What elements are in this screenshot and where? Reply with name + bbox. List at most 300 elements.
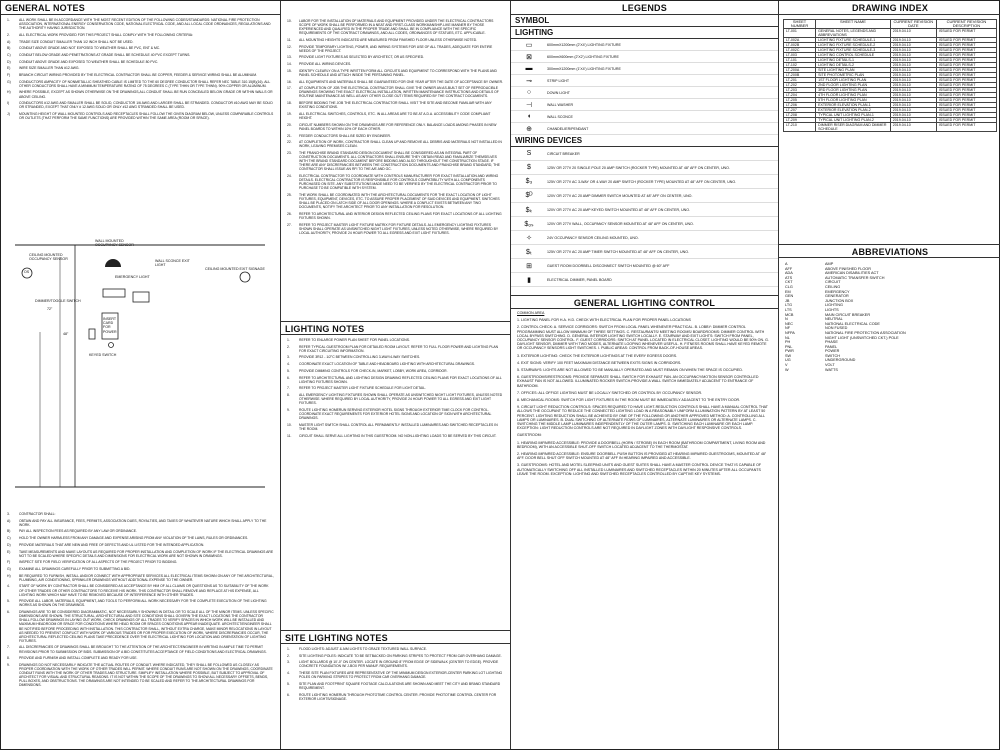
note-item [287,660,504,668]
index-cell: LT-204 [784,93,816,98]
note-number: 23. [287,150,292,155]
note-item [287,123,504,131]
note-text: ALL EQUIPMENTS AND MATERIALS SHALL BE GUARANTEED FOR ONE YEAR AFTER THE DATE OF ACCEPTANCE BY OWNER. [299,79,503,84]
note-item [287,434,504,438]
legend-symbol-icon: ⊕ [526,125,532,133]
index-cell: LIGHTING FIXTURE SCHEDULE-2 [816,43,891,48]
legend-text: ELECTRICAL DIMMER, PANEL BOARD [547,277,612,282]
note-item [7,610,274,643]
index-cell: ISSUED FOR PERMIT [936,63,996,68]
index-cell: ISSUED FOR PERMIT [936,118,996,123]
note-text: ALL DISCREPANCIES OF DRAWINGS SHALL BE BROUGHT TO THE ATTENTION OF THE ARCHITECT/ENGINEER IN WRITING IN AMPLE TIME TO PERMIT REVISIONS PRIOR TO SUBMISSION OF BIDS. SUBMISSION OF A BID CONSTITUTES ACCEPTANCE OF FIELD CONDITIONS AND ELECTRICAL DRAWINGS. [19,645,267,654]
abbreviation-meaning: VOLT [825,363,835,368]
glc-paragraph: GUESTROOM: [517,433,542,438]
note-number: 8. [287,393,290,397]
note-number: 11. [287,37,292,42]
emergency-light-label: EMERGENCY LIGHT [115,275,150,279]
note-text: CONTRACTOR SHALL: [19,512,56,516]
legend-text: 24V OCCUPANCY SENSOR CEILING MOUNTED, UNO. [547,235,639,240]
insert-card-label: INSERT CARD FOR POWER [103,317,117,334]
note-number: 10. [287,19,292,23]
note-item [7,574,274,582]
note-item [7,90,274,98]
abbreviation-key: A [785,262,788,266]
note-item [7,529,274,533]
note-number: 5. [7,599,10,604]
site-lighting-notes-list [281,644,510,707]
abbreviation-key: CLG [785,284,793,289]
index-cell: ISSUED FOR PERMIT [936,108,996,113]
note-number: E) [7,549,11,554]
note-item [7,550,274,558]
legend-symbol-icon: ▭ [525,41,533,49]
abbreviation-meaning: WATTS [825,367,838,372]
wall-sensor-label: WALL MOUNTED OCCUPANCY SENSOR [95,239,134,248]
legend-symbol-icon: ⊞ [526,262,532,270]
index-cell: SITE LIGHTING PLAN [816,68,891,73]
index-cell: 2019.04.10 [890,63,936,68]
note-number: B) [7,46,11,51]
note-item [287,80,504,84]
legend-text: 125V OR 277V 20 SINGLE POLE 20 AMP SWITCH (ROCKER TYPE) MOUNTED AT 48" AFF ON CENTER, UNO. [547,165,730,170]
general-notes-column [1,1,281,749]
general-notes-list-2 [1,509,280,749]
note-item [287,86,504,98]
note-number: G) [7,567,11,571]
note-item [287,45,504,53]
note-item [7,536,274,540]
abbreviation-key: NFPA [785,330,795,335]
note-item [7,512,274,516]
index-cell: ISSUED FOR PERMIT [936,43,996,48]
abbreviation-meaning: NATIONAL FIRE PROTECTION ASSOCIATION [825,330,906,335]
abbreviation-meaning: CEILING [825,284,841,289]
note-number: 6. [287,692,290,697]
abbreviation-meaning: EMERGENCY [825,289,850,294]
note-number: 9. [7,662,10,667]
index-cell: LT-002A [784,38,816,43]
note-text: REFER TO PROJECT MASTER LIGHT FIXTURE SCHEDULE FOR LIGHT DETAIL. [299,386,426,391]
note-number: 6. [7,610,10,615]
index-cell: 2019.04.10 [890,68,936,73]
note-item [287,140,504,148]
abbreviation-meaning: AUTOMATIC TRANSFER SWITCH [825,275,885,280]
note-item [7,80,274,88]
note-number: B) [7,529,11,534]
legend-symbol-icon: $ [527,164,531,171]
legend-text: GUEST ROOM DOORBELL DISCONNECT SWITCH MOUNTED @ 60" AFF [547,263,670,268]
glc-body [511,309,778,481]
note-item [287,408,504,420]
abbreviation-meaning: SWITCH [825,353,840,358]
symbol-header: SYMBOL [511,15,778,27]
note-text: DRAWINGS DO NOT NECESSARILY INDICATE THE ACTUAL ROUTES OF CONDUIT. WHERE INDICATED, THEY SHALL BE FOLLOWED AS CLOSELY AS PROPER COORDINATION WITH THE WORK OF OTHER TRADES WILL PERMIT. WHERE CONDUIT RUNS ARE NOT SHOWN ON THE DRAWINGS, COORDINATE CONDUIT RUNS WITH THE WORK OF OTHER TRADES AND STRUCTURE. SIMPLIFY INSTALLATION WHERE POSSIBLE, BUT SUBJECT TO APPROVAL OF ARCHITECT FOR VISUAL AND STRUCTURAL REASONS. IT IS NOT WITHIN THE SCOPE OF THE DRAWINGS TO SHOW ALL NECESSARY OFFSETS, BENDS, PULL BOXES, AND OBSTRUCTIONS. THE DRAWINGS ARE NOT INTENDED TO BE SCALED AND REFER TO THE ARCHITECTURAL DRAWINGS FOR DIMENSIONS. [19,662,273,688]
index-cell: 2019.04.10 [890,38,936,43]
index-cell: 1ST FLOOR LIGHTING PLAN [816,78,891,83]
note-text: SITE PLAN AND FOOTPRINT SQUARE FOOTAGE CALCULATIONS ARE SHOWN AND MEET THE CITY AND BRAND STANDARD REQUIREMENT. [299,681,501,691]
glc-paragraph: 9. CIRCUIT LIGHT REDUCTION CONTROLS: SPACES REQUIRED TO HAVE LIGHT-REDUCTION CONTROLS SHALL HAVE A MANUAL CONTROL THAT ALLOWS THE OCCUPANT TO REDUCE THE CONNECTED LIGHTING LOAD IN A REASONABLY UNIFORM ILLUMINATION PATTERN BY AT LEAST 50 PERCENT. LIGHTING REDUCTION SHALL BE ACHIEVED BY ONE OF THE FOLLOWING OR ANOTHER APPROVED METHOD: A. CONTROLLING ALL LAMPS OR LUMINAIRES. B. DUAL SWITCHING OF ALTERNATE ROWS OF LUMINAIRES, ALTERNATE LUMINAIRES OR ALTERNATE LAMPS. C. SWITCHING THE MIDDLE LAMP LUMINAIRES INDEPENDENTLY OF THE OUTER LAMPS. D. SWITCHING EACH LUMINAIRE OR EACH LAMP. EXCEPTION: LIGHT REDUCTION CONTROLS ARE NOT REQUIRED IN DAYLIGHT ZONES WITH DAYLIGHT RESPONSIVE CONTROLS. [517,405,768,431]
index-cell: 2019.04.10 [890,113,936,118]
index-cell: LT-102 [784,63,816,68]
note-text: SITE LIGHTING POLES: INDICATE TO BE SETBACKED ON PARKING STRIPES TO PROTECT FROM CAR OVERHANG DAMAGE. [299,653,502,658]
note-text: ALL ELECTRICAL WORK PROVIDED FOR THIS PROJECT SHALL COMPLY WITH THE FOLLOWING CRITERIA: [19,32,193,37]
legend-symbol-icon: $ₖ [525,206,533,214]
glc-paragraph: 2. CONTROL CHECK: A. SERVICE CORRIDORS: SWITCH FROM LOCAL PANEL WHENEVER PRACTICAL. B. LOBBY: DIMMER CONTROL PROGRAMMING MUST ALLOW MINIMUM OF THREE SETTINGS. C. RESTAURANTS/ MEETING ROOMS/ BOARDROOMS: DIMMER CONTROL WITH LOCAL BYPASS SWITCHING. D. GENERAL INTERIOR LIGHTING SWITCH LOCALLY. E. STAIRWAY AND EXIT LIGHTS: SWITCH FROM PANEL, OCCUPANCY SENSOR CONTROL. F. GUEST CORRIDORS: SWITCH AT PANEL LOCATED IN ELECTRICAL CLOSET. LIGHTING WOULD BE 50% ON. G. DAYLIGHT SENSOR, DIMMER WITH TWO MODES, ALTERNATE LOOPING WHENEVER USEFUL. H. FITNESS ROOMS SHALL HAVE KEYED REMOTE OR OCCUPANCY SENSORS LIGHT SWITCHES. I. PUBLIC AREAS: CONTROL FROM BACK-OF-HOUSE AREAS. [517,325,769,351]
legend-text: 600mmX1200mm (2'X4') LIGHTING FIXTURE [547,42,621,47]
note-text: FLOOD LIGHTS: ADJUST & AIM LIGHTS TO GRAZE TEXTURED WALL SURFACE. [299,647,427,651]
note-text: ALL MOUNTING HEIGHTS INDICATED ARE MEASURED FROM FINISHED FLOOR UNLESS OTHERWISE NOTED. [299,37,478,42]
note-text: COORDINATE EXACT LOCATION OF TABLE AND HEADBOARD LIGHTING WITH ARCHITECTURAL DRAWINGS. [299,362,475,367]
note-item [7,101,274,109]
abbreviation-key: CKT [785,280,793,285]
note-number: 5. [287,681,290,686]
note-text: BEFORE BIDDING THE JOB THE ELECTRICAL CONTRACTOR SHALL VISIT THE SITE AND BECOME FAMILIAR WITH ANY EXISTING CONDITIONS. [299,101,492,110]
note-text: ALL WORK SHALL BE IN ACCORDANCE WITH THE MOST RECENT EDITION OF THE FOLLOWING CODES/STANDARDS: NATIONAL FIRE PROTECTION ASSOCIATION, INTERNATIONAL ENERGY CONSERVATION CODE, NATIONAL ELECTRICAL CODE, AND ALL LOCAL CODE ORDINANCES, REGULATIONS AND THE AUTHORITY HAVING JURISDICTION. [19,18,271,31]
index-cell: LT-002B [784,43,816,48]
abbreviation-meaning: AMERICAN DISABILITIES ACT [825,271,879,276]
note-text: THE FRANCHISE BRAND STANDARD DESIGN DOCUMENT SHALL BE CONSIDERED AS AN INTEGRAL PART OF CONSTRUCTION DOCUMENTS. ALL CONTRACTORS SHALL ENSURE THEY OBTAIN READ AND FAMILIARIZE THEMSELVES WITH THE BRAND STANDARD DOCUMENT BEFORE BIDDING AND ALSO THROUGHOUT THE CONSTRUCTION STAGE. IF THERE ARE ANY DISCREPANCIES BETWEEN THE CONSTRUCTION DOCUMENTS AND FRANCHISE BRAND STANDARD, THE CONTRACTOR SHALL ISSUE AN RFI TO THE A/E AND GC. [299,150,500,172]
note-text: REFER TO PROJECT MASTER LIGHT FIXTURE MATRIX FOR FIXTURE DETAILS. ALL EMERGENCY LIGHTING FIXTURES SHOWN SHALL OPERATE AS UNSWITCHED NIGHT LIGHT FIXTURES, UNLESS NOTED OTHERWISE, WHERE REQUIRED BY LOCAL AUTHORITY, PROVIDE 24 HOUR POWER TO ALL EGRESS AND EXIT LIGHT FIXTURES. [299,222,499,235]
glc-paragraph: 6. GUESTROOMS/RESTROOMS: PROVIDE SEPARATE SHALL SWITCH FOR EXHAUST FAN. AN OCCUPANCY/MOTION SENSOR CONTROLLED EXHAUST FAN IS NOT ALLOWED. ILLUMINATED ROCKER SWITCH-PROVIDE A WALL SWITCH IMMEDIATELY ADJACENT TO ENTRANCE OF BATHROOM. [517,375,759,388]
legend-symbol-icon: ▬ [525,65,533,72]
abbreviation-key: NL [785,335,790,340]
note-item [7,60,274,64]
abbreviation-key: LTS [785,307,792,312]
note-item [7,656,274,660]
note-item [287,19,504,35]
index-cell: ISSUED FOR PERMIT [936,83,996,88]
index-cell: LIGHTING FIXTURE SCHEDULE-1 [816,38,891,43]
legend-text: 125V OR 277V AC 3-WAY OR 4-WAY 20 AMP SWITCH (ROCKER TYPE) MOUNTED AT 48" AFF ON CENTER, UNO. [547,179,737,184]
note-item [7,645,274,653]
glc-paragraph: 5. STAIRWAYS: LIGHTS ARE NOT ALLOWED TO BE MANUALLY OPERATED AND MUST REMAIN ON WHEN THE SPACE IS OCCUPIED. [517,368,743,373]
note-text: START OF WORK BY CONTRACTOR SHALL BE CONSIDERED AS ACCEPTANCE BY HIM OF ALL CLAIMS OR QUESTIONS AS TO SUITABILITY OF THE WORK OF OTHER TRADES OR OTHER CONTRACTORS TO RECEIVE HIS WORK. THIS CONTRACTOR SHALL REMOVE AND REPLACE AT HIS EXPENSE, ALL LIGHTING WORK WHICH MAY HAVE TO BE REMOVED BECAUSE OF INTERFERENCE WITH OTHER TRADES. [19,584,269,597]
drawing-index-header-row [784,20,997,29]
note-number: 5. [287,368,290,373]
abbreviation-key: AFF [785,266,793,271]
note-item [287,345,504,353]
note-item [7,33,274,37]
note-text: THE WORK SHALL BE COORDINATED WITH THE ARCHITECTURAL DOCUMENTS FOR THE EXACT LOCATION OF LIGHT FIXTURES, EQUIPMENT, DEVICES, ETC. TO ASSURE PROPER PLACEMENT OF SAID DEVICES AND EQUIPMENT. SWITCHES SHALL BE PLACED ON LATCH SIDE OF ALL DOOR OPENINGS. WHERE A CONFLICT EXISTS BETWEEN ANY TWO DOCUMENTS, NOTIFY THE ARCHITECT PRIOR TO ANY INSTALLATION FOR RESOLUTION. [299,193,500,210]
note-item [7,66,274,70]
ceiling-sensor-label: CEILING MOUNTED OCCUPANCY SENSOR [29,253,68,262]
note-text: HOLD THE OWNER HARMLESS FROM ANY DAMAGE AND EXPENSE ARISING FROM ANY VIOLATION OF THE LAWS, RULES OR ORDINANCES. [19,536,249,541]
glc-title: GENERAL LIGHTING CONTROL [511,295,778,309]
index-cell: DIMMER RISER DIAGRAM AND DIMMER SCHEDULE [816,123,891,132]
index-cell: LT-003 [784,53,816,58]
index-cell: LIGHTING FIXTURE SCHEDULE-3 [816,48,891,53]
abbreviation-meaning: PANEL [825,344,838,349]
abbreviation-meaning: NEUTRAL [825,317,843,322]
note-number: 11. [287,433,292,438]
note-number: I) [7,101,10,106]
abbreviation-meaning: GENERATOR [825,294,849,299]
index-cell: 2019.04.10 [890,93,936,98]
abbreviation-row [779,368,1000,373]
legend-symbol-icon: $ₜ [526,248,532,256]
note-number: 2. [287,344,290,349]
index-cell: LT-208 [784,113,816,118]
index-cell: ISSUED FOR PERMIT [936,58,996,63]
index-cell: ISSUED FOR PERMIT [936,88,996,93]
note-text: PROVIDE AND FURNISH AND INSTALL COMPLETE AND READY FOR USE. [19,656,138,661]
note-number: 27. [287,222,292,227]
abbreviation-meaning: AMP [825,262,834,266]
note-text: PROVIDE 3R12 - 1/2"C BETWEEN CONTROLLING 3-WAY/4-WAY SWITCHES. [299,355,421,360]
note-item [7,112,274,120]
note-text: CONDUIT ABOVE GRADE AND EXPOSED TO WEATHER SHALL BE SCHEDULE 80 PVC. [19,59,159,64]
index-cell: LT-205 [784,98,816,103]
abbreviation-meaning: ABOVE FINISHED FLOOR [825,266,871,271]
index-cell: 2019.04.10 [890,98,936,103]
note-text: BE REQUIRED TO FURNISH, INSTALL AND/OR CONNECT WITH APPROPRIATE SERVICES ALL ELECTRICAL ITEMS SHOWN ON ANY OF THE ARCHITECTURAL, PLUMBING, AIR CONDITIONING, SPRINKLER DRAWINGS WITHOUT ADDITIONAL EXPENSE TO THE OWNER. [19,573,274,582]
drawing-index-table [783,19,997,132]
index-cell: 2019.04.10 [890,58,936,63]
note-number: 3. [287,355,290,360]
note-item [7,543,274,547]
note-number: 19. [287,111,292,116]
note-number: 1. [287,647,290,651]
note-number: 4. [287,362,290,367]
note-item [287,393,504,405]
note-item [287,338,504,342]
note-text: CONDUCTORS AMPACITY OF NONMETALLIC SHEATHED CABLE IS LIMITED TO THE 60 DEGREE CONDUCTOR SHALL REFER NEC TABLE 310.15(B)(16). ALL OTHER CONDUCTORS SHALL HAVE A MINIMUM TEMPERATURE RATING OF 75 DEGREES C (TYPE THHN OR TYPE THWN). 90% COPPER OR ALUMINUM. [19,79,271,88]
index-cell: 2019.04.10 [890,48,936,53]
legend-symbol-icon: $ₒₛ [524,220,534,228]
note-item [7,599,274,607]
note-number: 3. [287,660,290,665]
index-cell: ISSUED FOR PERMIT [936,98,996,103]
index-header-cell: SHEET NUMBER [784,20,816,29]
index-cell: 2019.04.10 [890,88,936,93]
note-number: D) [7,542,11,547]
index-cell: LT-101 [784,58,816,63]
abbreviation-key: LTG [785,303,793,308]
legends-column [511,1,779,749]
note-item [287,193,504,209]
note-number: F) [7,560,11,565]
index-cell: 2019.04.10 [890,103,936,108]
legend-row [511,175,778,189]
legend-row [511,189,778,203]
note-item [287,174,504,190]
note-text: TRADE SIZE CONDUIT SMALLER THAN 1/2 INCH SHALL NOT BE USED. [19,39,134,44]
note-number: 2. [287,653,290,658]
abbreviation-meaning: NIGHT LIGHT (UNSWITCHED CKT.) POLE [825,335,899,340]
index-cell: ISSUED FOR PERMIT [936,48,996,53]
abbreviation-meaning: NATIONAL ELECTRICAL CODE [825,321,880,326]
note-text: AT COMPLETION OF JOB THE ELECTRICAL CONTRACTOR SHALL GIVE THE OWNER AN AS-BUILT SET OF REPRODUCIBLE DRAWINGS SHOWING THE EXACT ELECTRICAL INSTALLATION, WRITTEN MAINTENANCE INSTRUCTIONS AND DETAILS OF ROUTINE MAINTENANCE AS WELL AS ANY OTHER CLOSE OUT ITEMS REQUIRED BY THE CONTRACT DOCUMENTS. [299,86,499,99]
note-item [7,40,274,44]
index-cell: LIGHTING CONTROL SCHEDULE [816,53,891,58]
legend-text: 120V OR 277V AC 20 AMP DIMMER SWITCH MOUNTED AT 48" AFF ON CENTER, UNO. [547,193,693,198]
abbreviation-meaning: POWER [825,349,840,354]
legend-text: STRIP LIGHT [547,78,570,83]
abbreviation-key: PNL [785,344,793,349]
abbreviation-key: UG [785,358,791,363]
index-cell: 2019.04.10 [890,53,936,58]
index-cell: 2019.04.10 [890,118,936,123]
note-item [7,73,274,77]
note-text: REFER TYPICAL GUESTROOM PLAN FOR DETAILED ROOM LAYOUT. REFER TO FULL FLOOR POWER AND LIGHTING PLAN FOR EXACT CIRCUITING INFORMATION. [299,344,499,353]
abbreviation-key: N [785,317,788,322]
legend-symbol-icon: $₃ [525,178,533,185]
note-text: ROUTE LIGHTING HOMERUN THROUGH PHOTOTIME CONTROL CENTER. PROVIDE PHOTOTIME CONTROL CENTER FOR EXTERIOR LIGHTS/SIGNAGE. [299,692,497,701]
index-cell: 2019.04.10 [890,78,936,83]
glc-paragraph: 1. LIGHTING PANEL FOR H.A. H.D. CHECK WITH ELECTRICAL PLAN FOR PROPER PANEL LOCATIONS [517,318,691,323]
index-cell: 2019.04.10 [890,108,936,113]
note-number: 4. [7,584,10,589]
note-item [287,223,504,235]
note-item [7,53,274,57]
legend-row [511,217,778,231]
abbreviation-key: V [785,363,788,368]
note-text: PAY ALL INSPECTION FEES AS REQUIRED BY ANY LAW OR ORDINANCE. [19,529,137,534]
note-text: WHERE POSSIBLE, EXCEPT AS SHOWN OTHERWISE ON THE DRAWINGS,ALL CONDUIT SHALL BE RUN CONCEALED BELOW GRADE OR WITHIN WALLS OR ABOVE CEILING. [19,90,273,99]
index-cell: 2019.04.10 [890,83,936,88]
note-number: 8. [7,656,10,661]
index-cell: ISSUED FOR PERMIT [936,113,996,118]
legend-symbol-icon: ⊠ [526,53,532,61]
note-number: G) [7,79,11,84]
note-number: 3. [7,512,10,516]
legend-text: 125V OR 277V AC 20 AMP TIMER SWITCH MOUNTED AT 48" AFF ON CENTER, UNO. [547,249,689,254]
index-cell: ISSUED FOR PERMIT [936,73,996,78]
os-label: OS [24,270,30,274]
wiring-section-header: WIRING DEVICES [511,135,778,147]
abbreviation-meaning: CIRCUIT [825,280,841,285]
glc-paragraph: 8. MECHANICAL ROOMS: SWITCH FOR LIGHT FIXTURES IN THE ROOM MUST BE IMMEDIATELY ADJACENT TO THE ENTRY DOOR. [517,398,741,403]
legend-symbol-icon: ◖ [526,113,532,120]
glc-paragraph: 1. HEARING IMPAIRED ACCESSIBLE: PROVIDE A DOORBELL (HORN / STROBE) IN EACH ROOM (BATHROOM COMPARTMENT, LIVING ROOM AND BEDROOM), WITH AN ACCESSIBLE SHUT-OFF SWITCH LOCATED ADJACENT TO THE THERMOSTAT. [517,440,766,449]
index-cell: LIGHTING DETAILS-1 [816,58,891,63]
index-cell: ISSUED FOR PERMIT [936,93,996,98]
note-number: 10. [287,422,292,427]
note-item [7,46,274,50]
note-item [287,654,504,658]
abbreviation-key: NF [785,326,791,331]
note-number: 15. [287,68,292,73]
index-cell: 5TH FLOOR LIGHTING PLAN [816,98,891,103]
note-number: E) [7,66,11,71]
index-cell: 2019.04.10 [890,73,936,78]
note-number: 9. [287,407,290,412]
note-text: TAKE MEASUREMENTS AND MAKE LAYOUTS AS REQUIRED FOR PROPER INSTALLATION AND COMPLETION OF WORK IF THE ELECTRICAL DRAWINGS ARE NOT TO BE SCALED WHERE SPECIFIC DETAILS AND DIMENSIONS FOR ELECTRICAL WORK ARE NOT SHOWN IN DRAWINGS. [19,549,274,558]
index-cell: GENERAL NOTES, LEGENDS AND ABBREVIATIONS [816,29,891,38]
wiring-legend-list [511,147,778,287]
note-number: C) [7,52,11,57]
glc-paragraph: 3. GUESTROOMS: HOTEL AND MOTEL SLEEPING UNITS AND GUEST SUITES SHALL HAVE A MASTER CONTROL DEVICE THAT IS CAPABLE OF AUTOMATICALLY SWITCHING OFF ALL INSTALLED LUMINAIRES AND SWITCHED RECEPTACLES WITHIN 20 MINUTES AFTER ALL OCCUPANTS LEAVE THE ROOM. EXCEPTION: LIGHTING AND SWITCHED RECEPTACLES CONTROLLED BY CAPTIVE KEY SYSTEMS. [517,463,762,476]
index-cell: TYPICAL UNIT LIGHTING PLAN-2 [816,118,891,123]
note-item [287,369,504,373]
note-item [287,362,504,366]
index-cell: LT-210 [784,123,816,132]
abbreviation-key: PH [785,340,791,345]
legend-row [511,161,778,175]
index-cell: ISSUED FOR PERMIT [936,78,996,83]
legend-row [511,87,778,99]
index-cell: LT-201 [784,78,816,83]
index-cell: LT-002C [784,48,816,53]
drawing-index-title: DRAWING INDEX [779,1,1000,15]
legend-text: CHANDELIER/PENDANT [547,126,589,131]
note-text: WIRE SIZE SMALLER THAN #12 AWG. [19,66,80,71]
drawing-index-wrap [779,15,1000,136]
note-number: 16. [287,79,292,84]
note-text: PROVIDE DIMMING CONTROLS FOR CHECK-IN, MARKET, LOBBY, WORK AREA, CORRIDOR. [299,368,448,373]
note-number: 6. [287,375,290,380]
note-text: MASTER LIGHT SWITCH SHALL CONTROL ALL PERMANENTLY INSTALLED LUMINAIRES AND SWITCHED RECEPTACLES IN THE ROOM. [299,422,498,431]
note-number: 22. [287,140,292,145]
note-text: EXAMINE ALL DRAWINGS CAREFULLY PRIOR TO SUBMITTING A BID. [19,567,131,571]
note-text: CIRCUIT NUMBERS SHOWN ON THE DRAWINGS ARE FOR REFERENCE ONLY. BALANCE LOADS AMONG PHASES IN NEW PANEL BOARDS TO WITHIN 10% OF EACH OTHER. [299,122,497,131]
index-cell: 2019.04.10 [890,43,936,48]
note-item [287,38,504,42]
note-text: LIGHT BOLLARDS @ 10'-0" ON CENTER. LOCATE IN GROUND 8" FROM EDGE OF SIDEWALK (CENTER TO EDGE). PROVIDE CONCRETE FOUNDATION W/ J-BOX PER MANUF. REQUIREMENTS. [299,660,499,669]
note-item [287,386,504,390]
index-cell: 2019.04.10 [890,123,936,132]
legends-title: LEGENDS [511,1,778,15]
legend-row [511,111,778,123]
legend-row [511,99,778,111]
legend-symbol-icon: ✧ [526,234,532,242]
note-number: 1. [7,18,10,22]
note-item [7,519,274,527]
note-item [287,151,504,171]
note-item [7,567,274,571]
index-cell: EXTERIOR ELEVATION PLAN-2 [816,108,891,113]
glc-paragraph: 4. EXIT SIGNS: VERIFY 100 FEET MAXIMUM DISTANCE BETWEEN EXITS SIGNS IN CORRIDORS. [517,360,682,365]
note-item [287,647,504,651]
note-item [287,355,504,359]
index-header-cell: SHEET NAME [816,20,891,29]
note-number: A) [7,518,11,523]
note-text: ALL EMERGENCY LIGHTING FIXTURES SHOWN SHALL OPERATE AS UNSWITCHED NIGHT LIGHT FIXTURES, UNLESS NOTED OTHERWISE. WHERE REQUIRED BY LOCAL AUTHORITY, PROVIDE 24 HOUR POWER TO ALL EGRESS AND EXIT LIGHT FIXTURES. [299,393,503,406]
legend-row [511,39,778,51]
legend-row [511,147,778,161]
legend-row [511,273,778,287]
index-cell: LT-202 [784,83,816,88]
note-number: 12. [287,44,292,49]
index-cell: LT-001 [784,29,816,38]
note-number: H) [7,90,11,95]
notes-column-2 [281,1,511,749]
note-number: 2. [7,32,10,37]
note-item [7,18,274,30]
note-text: PROVIDE ALL LABOR, MATERIALS, EQUIPMENT, AND TOOLS TO PERFORM ALL WORK NECESSARY FOR THE COMPLETE EXECUTION OF THE LIGHTING WORKS AS SHOWN ON THE DRAWINGS. [19,599,267,608]
note-number: F) [7,73,11,77]
index-cell: LT-209 [784,118,816,123]
table-row [784,29,997,38]
note-number: 26. [287,211,292,216]
note-item [287,62,504,66]
glc-paragraphs [517,318,772,476]
abbreviation-key: ATS [785,275,793,280]
index-cell: ISSUED FOR PERMIT [936,38,996,43]
note-text: OBTAIN AND PAY ALL INSURANCE, FEES, PERMITS, ASSOCIATION DUES, ROYALTIES, AND TAXES OF WHATEVER NATURE WHICH SHALL APPLY TO THE WORK. [19,518,267,527]
index-header-cell: CURRENT REVISION DATE [890,20,936,29]
note-number: 17. [287,86,292,91]
legend-row [511,123,778,135]
abbreviation-key: W [785,367,789,372]
index-cell: TYPICAL UNIT LIGHTING PLAN-1 [816,113,891,118]
abbreviation-meaning: PHASE [825,340,838,345]
note-number: 7. [7,645,10,650]
note-number: A) [7,39,11,44]
note-text: FEEDER CONDUCTORS SHALL BE SIZED BY ENGINEER. [299,133,391,138]
index-cell: 3RD FLOOR LIGHTING PLAN [816,88,891,93]
legend-row [511,203,778,217]
